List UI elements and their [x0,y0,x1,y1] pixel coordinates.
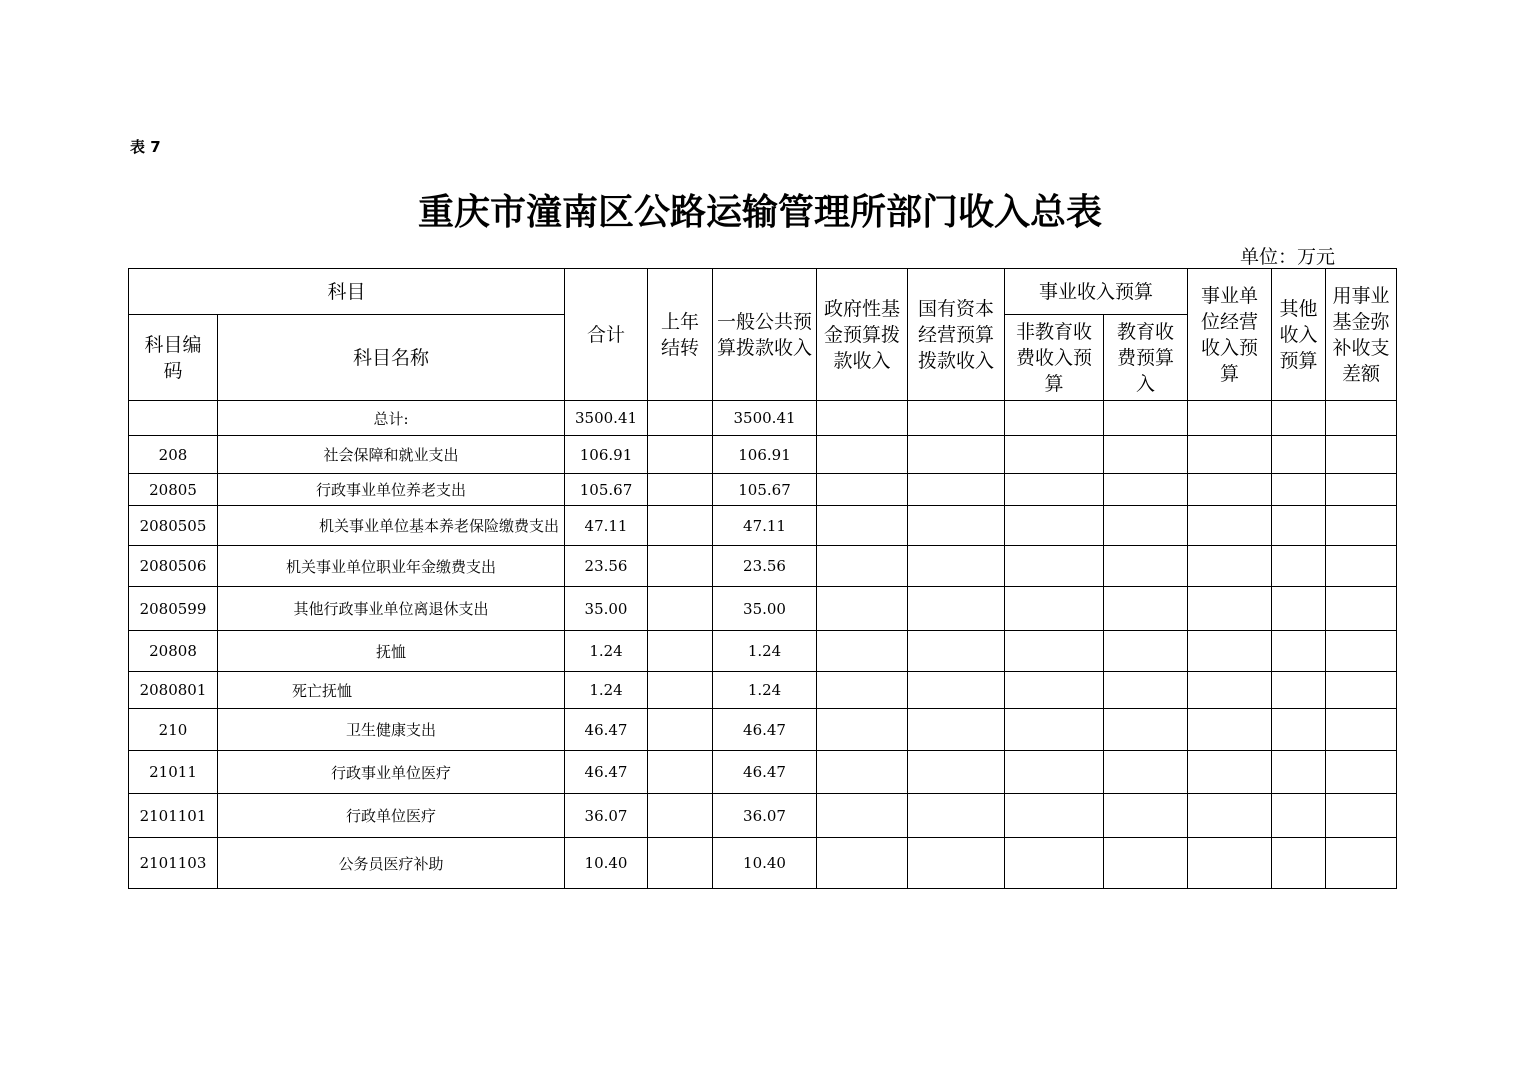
row-general-budget: 1.24 [713,672,817,709]
table-row [129,631,1397,672]
row-general-budget: 46.47 [713,751,817,794]
row-code: 20808 [129,631,218,672]
row-name: 总计: [218,401,565,436]
row-general-budget: 105.67 [713,474,817,506]
header-edu-fee: 教育收费预算入 [1104,315,1188,401]
header-fund-balance: 用事业基金弥补收支差额 [1326,269,1397,401]
row-carryover [648,506,713,546]
row-code: 21011 [129,751,218,794]
header-subject-name: 科目名称 [218,315,565,401]
row-general-budget: 47.11 [713,506,817,546]
table-row [129,794,1397,838]
row-total: 3500.41 [565,401,648,436]
row-general-budget: 10.40 [713,838,817,889]
header-subject-group: 科目 [129,269,565,315]
table-row [129,838,1397,889]
row-code: 210 [129,709,218,751]
table-row [129,672,1397,709]
row-total: 106.91 [565,436,648,474]
row-total: 46.47 [565,751,648,794]
header-carryover: 上年结转 [648,269,713,401]
row-total: 36.07 [565,794,648,838]
row-name: 抚恤 [218,631,565,672]
table-row [129,506,1397,546]
row-name: 社会保障和就业支出 [218,436,565,474]
row-carryover [648,546,713,587]
table-row [129,587,1397,631]
row-name: 行政单位医疗 [218,794,565,838]
row-total: 35.00 [565,587,648,631]
row-name: 公务员医疗补助 [218,838,565,889]
row-carryover [648,401,713,436]
row-total: 46.47 [565,709,648,751]
row-code [129,401,218,436]
table-row [129,751,1397,794]
row-general-budget: 3500.41 [713,401,817,436]
row-code: 2101103 [129,838,218,889]
row-code: 2080599 [129,587,218,631]
row-name: 行政事业单位养老支出 [218,474,565,506]
row-total: 23.56 [565,546,648,587]
row-code: 20805 [129,474,218,506]
row-name: 行政事业单位医疗 [218,751,565,794]
income-summary-table [128,268,1397,889]
row-name: 机关事业单位基本养老保险缴费支出 [218,506,565,546]
row-general-budget: 46.47 [713,709,817,751]
page-title: 重庆市潼南区公路运输管理所部门收入总表 [417,192,1102,233]
row-general-budget: 1.24 [713,631,817,672]
row-total: 1.24 [565,672,648,709]
table-row [129,546,1397,587]
row-carryover [648,436,713,474]
header-total: 合计 [565,269,648,401]
table-row [129,401,1397,436]
header-general-budget: 一般公共预算拨款收入 [713,269,817,401]
row-name: 机关事业单位职业年金缴费支出 [218,546,565,587]
row-general-budget: 23.56 [713,546,817,587]
row-code: 2101101 [129,794,218,838]
row-general-budget: 106.91 [713,436,817,474]
row-code: 2080505 [129,506,218,546]
row-general-budget: 35.00 [713,587,817,631]
row-carryover [648,474,713,506]
row-general-budget: 36.07 [713,794,817,838]
row-carryover [648,709,713,751]
header-state-capital: 国有资本经营预算拨款收入 [908,269,1005,401]
row-total: 10.40 [565,838,648,889]
row-total: 105.67 [565,474,648,506]
row-carryover [648,838,713,889]
table-number-label: 表 7 [130,138,161,156]
row-code: 2080801 [129,672,218,709]
row-total: 47.11 [565,506,648,546]
row-total: 1.24 [565,631,648,672]
header-subject-code: 科目编码 [129,315,218,401]
row-carryover [648,587,713,631]
row-carryover [648,631,713,672]
header-other-income: 其他收入预算 [1272,269,1326,401]
row-code: 2080506 [129,546,218,587]
row-name: 卫生健康支出 [218,709,565,751]
row-carryover [648,672,713,709]
header-gov-fund: 政府性基金预算拨款收入 [817,269,908,401]
row-name: 其他行政事业单位离退休支出 [218,587,565,631]
row-carryover [648,751,713,794]
header-non-edu-fee: 非教育收费收入预算 [1005,315,1104,401]
row-code: 208 [129,436,218,474]
unit-label: 单位：万元 [1240,246,1336,268]
header-unit-operating: 事业单位经营收入预算 [1188,269,1272,401]
table-row [129,709,1397,751]
row-carryover [648,794,713,838]
row-name: 死亡抚恤 [218,672,565,709]
table-row [129,436,1397,474]
header-business-income-group: 事业收入预算 [1005,269,1188,315]
table-row [129,474,1397,506]
